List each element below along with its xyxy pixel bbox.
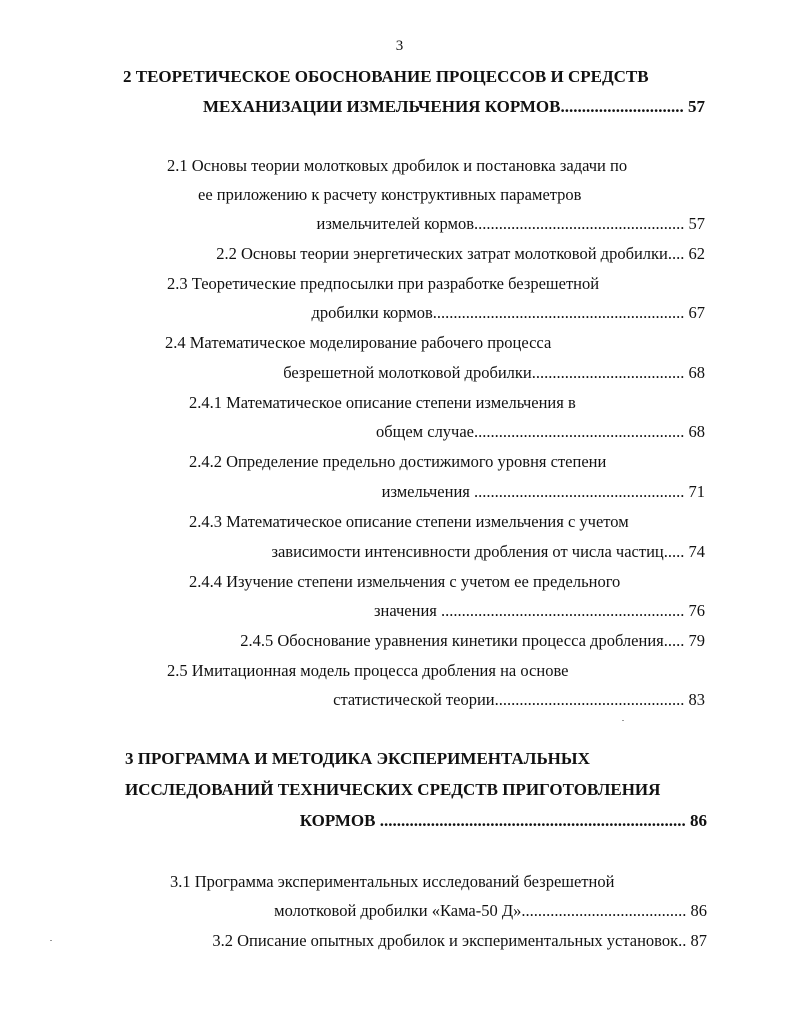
toc-line-2-4-5: 2.4.5 Обоснование уравнения кинетики процесса дробления..... 79 bbox=[240, 631, 705, 650]
toc-line-2-4-2-b: измельчения ................................................... 71 bbox=[381, 482, 705, 501]
toc-line-3-1-a: 3.1 Программа экспериментальных исследований безрешетной bbox=[170, 872, 615, 891]
toc-line-2-3-a: 2.3 Теоретические предпосылки при разработке безрешетной bbox=[167, 274, 600, 293]
toc-line-2-1-c: измельчителей кормов................................................... 57 bbox=[316, 214, 705, 233]
toc-line-ch3-title-1: 3 ПРОГРАММА И МЕТОДИКА ЭКСПЕРИМЕНТАЛЬНЫХ bbox=[125, 749, 590, 768]
toc-line-2-4-1-a: 2.4.1 Математическое описание степени измельчения в bbox=[189, 393, 576, 412]
toc-line-2-5-a: 2.5 Имитационная модель процесса дробления на основе bbox=[167, 661, 569, 680]
toc-line-3-2: 3.2 Описание опытных дробилок и экспериментальных установок.. 87 bbox=[212, 931, 707, 950]
toc-line-2-4-3-a: 2.4.3 Математическое описание степени измельчения с учетом bbox=[189, 512, 629, 531]
toc-line-ch2-title-2: МЕХАНИЗАЦИИ ИЗМЕЛЬЧЕНИЯ КОРМОВ............................. 57 bbox=[203, 97, 705, 116]
toc-line-2-2: 2.2 Основы теории энергетических затрат молотковой дробилки.... 62 bbox=[216, 244, 705, 263]
toc-line-ch3-title-3: КОРМОВ ........................................................................ 86 bbox=[299, 811, 707, 830]
toc-line-2-4-4-a: 2.4.4 Изучение степени измельчения с учетом ее предельного bbox=[189, 572, 621, 591]
toc-line-2-1-a: 2.1 Основы теории молотковых дробилок и постановка задачи по bbox=[167, 156, 628, 175]
toc-line-ch3-title-2: ИССЛЕДОВАНИЙ ТЕХНИЧЕСКИХ СРЕДСТВ ПРИГОТОВЛЕНИЯ bbox=[125, 780, 661, 799]
toc-line-ch2-title-1: 2 ТЕОРЕТИЧЕСКОЕ ОБОСНОВАНИЕ ПРОЦЕССОВ И СРЕДСТВ bbox=[123, 67, 649, 86]
toc-line-2-4-b: безрешетной молотковой дробилки..................................... 68 bbox=[283, 363, 705, 382]
toc-line-2-3-b: дробилки кормов............................................................. 67 bbox=[311, 303, 705, 322]
toc-line-2-5-b: статистической теории.............................................. 83 bbox=[333, 690, 705, 709]
scan-speck bbox=[622, 720, 624, 721]
toc-line-2-1-b: ее приложению к расчету конструктивных параметров bbox=[198, 185, 582, 204]
toc-line-3-1-b: молотковой дробилки «Кама-50 Д»........................................ 86 bbox=[274, 901, 707, 920]
scan-speck bbox=[50, 940, 52, 941]
toc-line-2-4-1-b: общем случае................................................... 68 bbox=[376, 422, 705, 441]
toc-line-2-4-2-a: 2.4.2 Определение предельно достижимого уровня степени bbox=[189, 452, 607, 471]
page-number: 3 bbox=[395, 38, 404, 54]
toc-line-2-4-3-b: зависимости интенсивности дробления от числа частиц..... 74 bbox=[271, 542, 705, 561]
toc-line-2-4-4-b: значения ........................................................... 76 bbox=[373, 601, 705, 620]
toc-line-2-4-a: 2.4 Математическое моделирование рабочего процесса bbox=[165, 333, 552, 352]
